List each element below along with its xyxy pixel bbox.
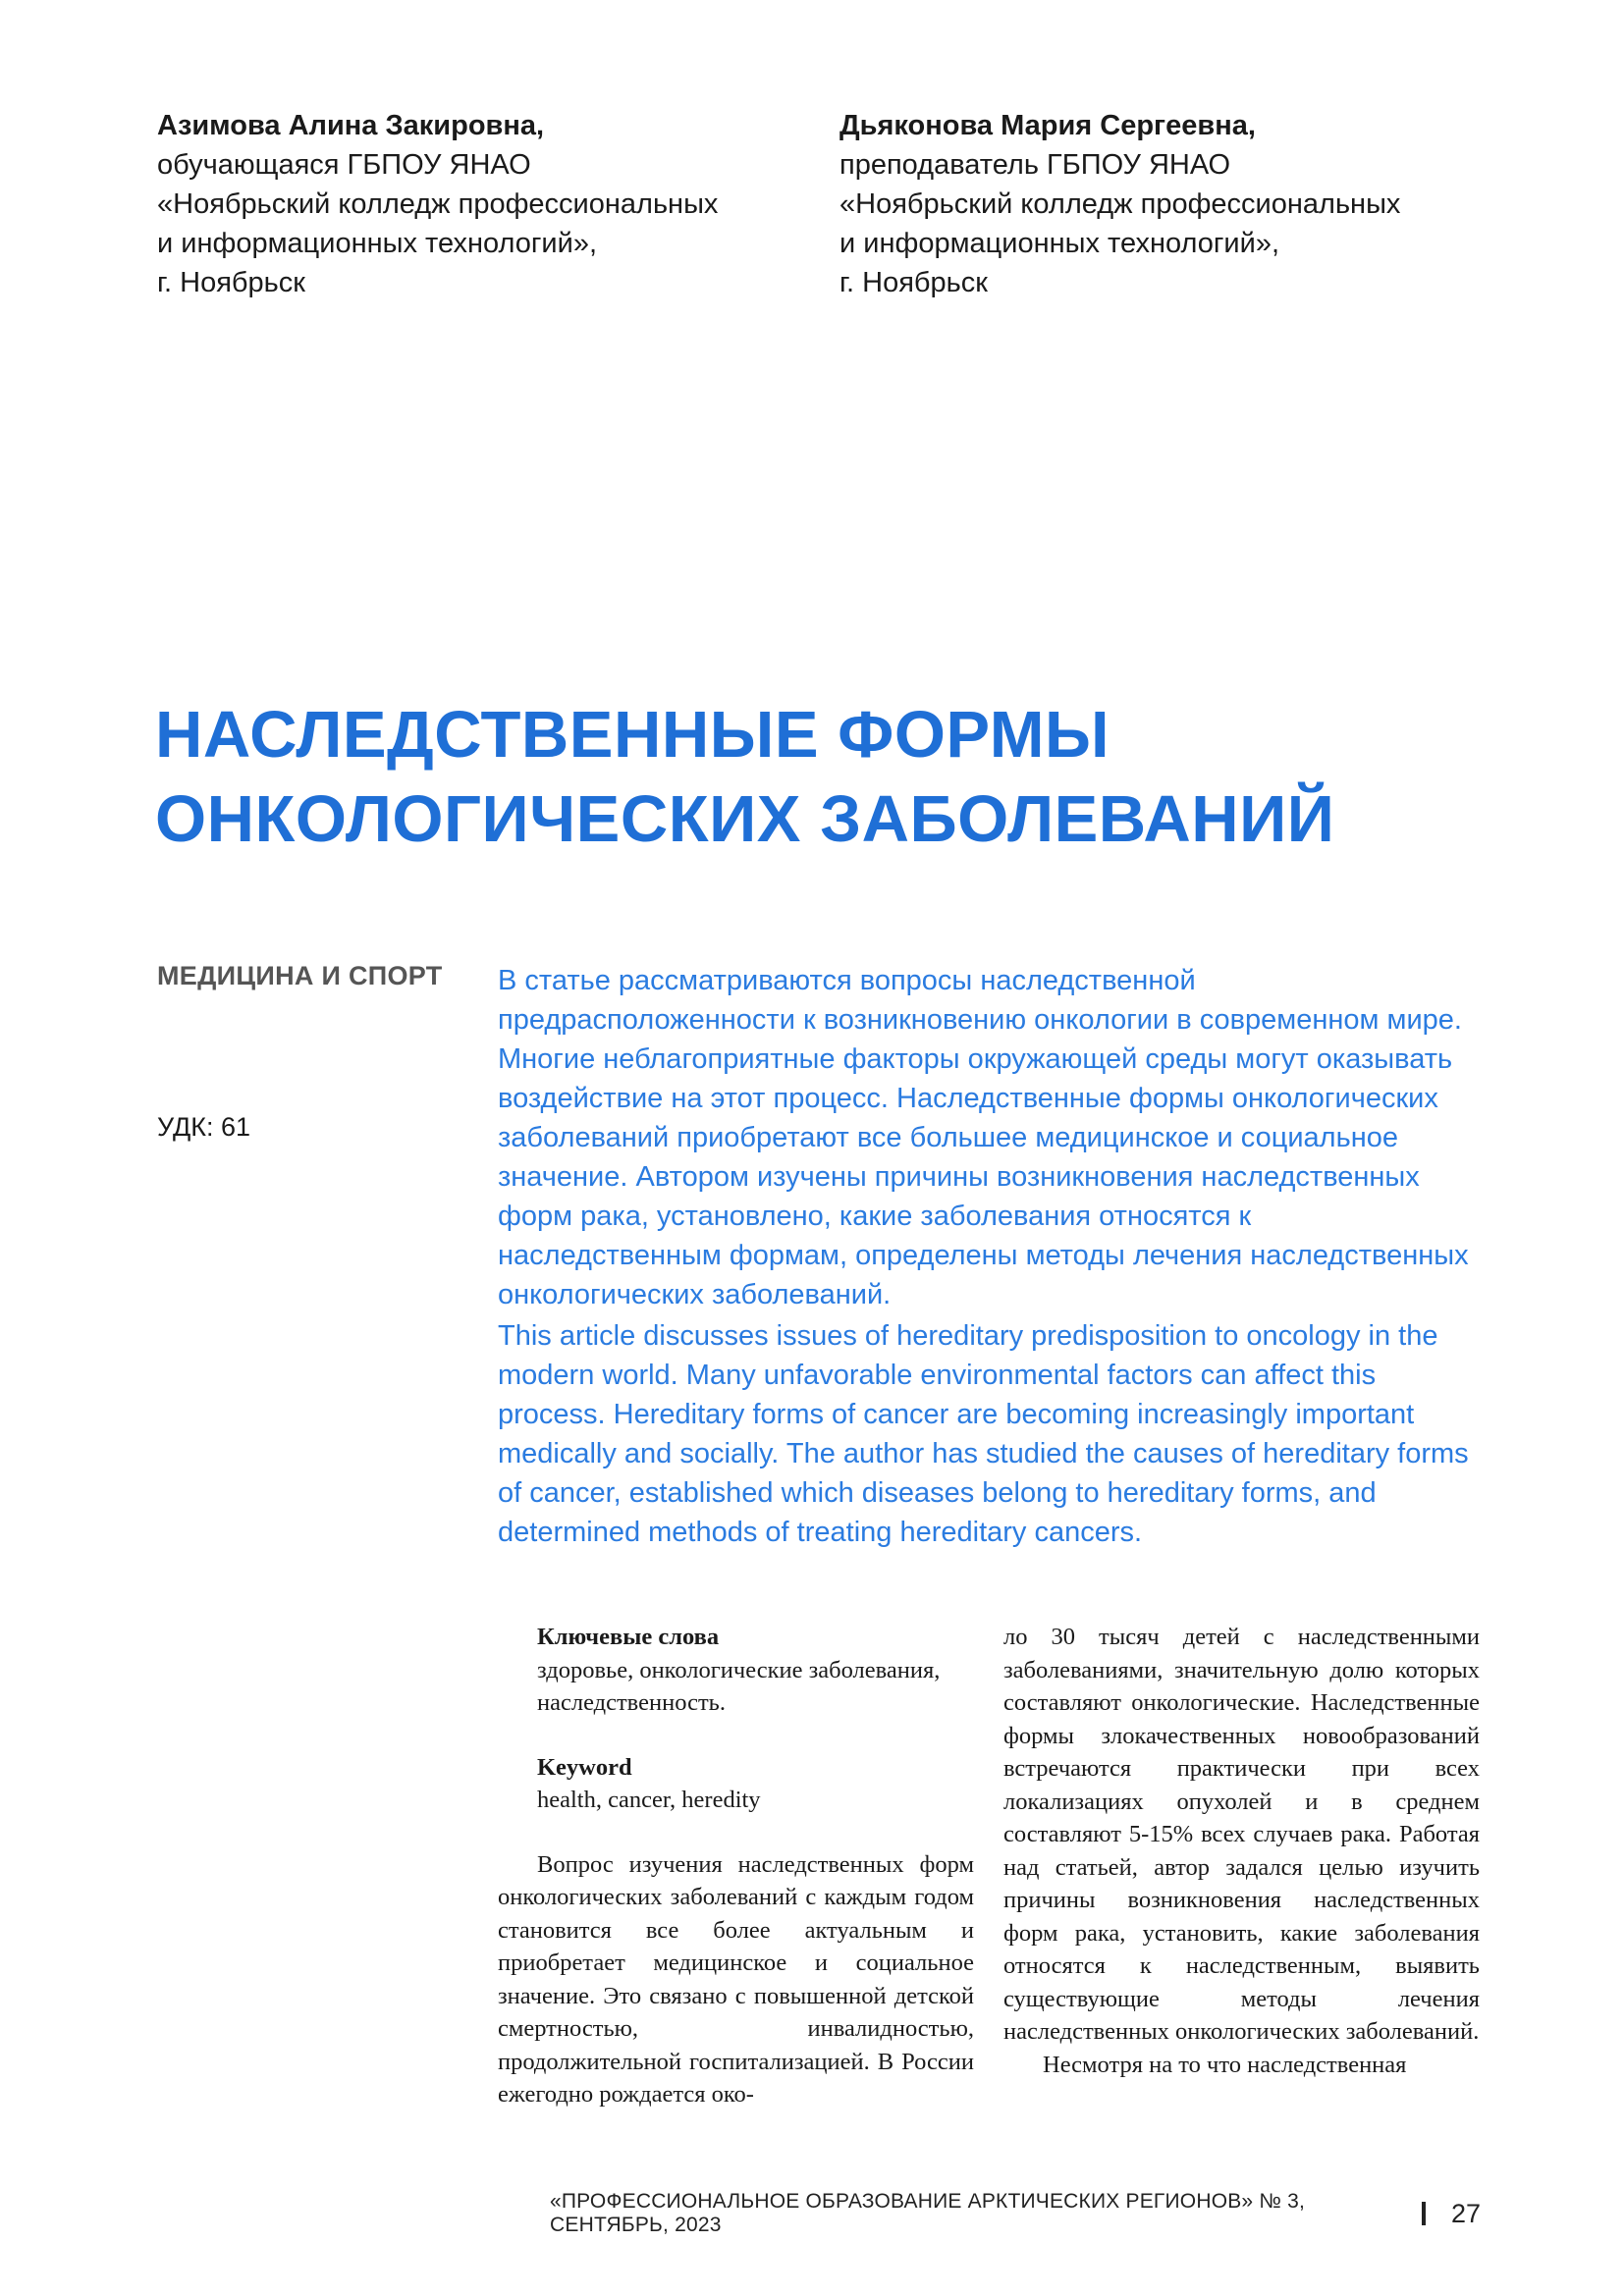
page-footer xyxy=(550,2190,1481,2237)
body-column-left xyxy=(498,1621,974,2111)
author-name: Дьяконова Мария Сергеевна, xyxy=(839,110,1256,141)
section-rubric: МЕДИЦИНА И СПОРТ xyxy=(157,961,443,990)
author-affiliation-line: обучающаяся ГБПОУ ЯНАО xyxy=(157,149,531,181)
body-paragraph: Вопрос изучения наследственных форм онкологических заболеваний с каждым годом становится все более актуальным и приобретает медицинское и социальное значение. Это связано с повышенной детской смертностью, инвалидностью, продолжительной госпитализацией. В России ежегодно рождается око- xyxy=(498,1850,974,2108)
author-affiliation-line: преподаватель ГБПОУ ЯНАО xyxy=(839,149,1231,181)
page-number: 27 xyxy=(1450,2198,1481,2228)
author-name: Азимова Алина Закировна, xyxy=(157,110,545,141)
journal-running-title: «ПРОФЕССИОНАЛЬНОЕ ОБРАЗОВАНИЕ АРКТИЧЕСКИХ РЕГИОНОВ» № 3, СЕНТЯБРЬ, 2023 xyxy=(550,2190,1306,2236)
article-title-line: ОНКОЛОГИЧЕСКИХ ЗАБОЛЕВАНИЙ xyxy=(155,782,1335,856)
abstract-russian: В статье рассматриваются вопросы наследственной предрасположенности к возникновению онкологии в современном мире. Многие неблагоприятные факторы окружающей среды могут оказывать воздействие на этот процесс. Наследственные формы онкологических заболеваний приобретают все большее медицинское и социальное значение. Автором изучены причины возникновения наследственных форм рака, установлено, какие заболевания относятся к наследственным формам, определены методы лечения наследственных онкологических заболеваний. xyxy=(498,965,1469,1310)
udk-code: УДК: 61 xyxy=(157,1112,250,1142)
keywords-text: health, cancer, heredity xyxy=(537,1787,761,1813)
article-title xyxy=(155,693,1530,862)
author-city: г. Ноябрьск xyxy=(157,267,305,298)
footer-separator xyxy=(1422,2202,1426,2225)
author-block-1 xyxy=(157,106,785,302)
author-affiliation-line: и информационных технологий», xyxy=(157,228,598,259)
author-affiliation-line: и информационных технологий», xyxy=(839,228,1280,259)
author-city: г. Ноябрьск xyxy=(839,267,988,298)
keywords-ru xyxy=(498,1621,974,1720)
author-block-2 xyxy=(839,106,1468,302)
keywords-text: здоровье, онкологические заболевания, наследственность. xyxy=(537,1656,941,1716)
abstract-english: This article discusses issues of hereditary predisposition to oncology in the modern world. Many unfavorable environmental factors can affect this process. Hereditary forms of cancer are becoming increasingly important medically and socially. The author has studied the causes of hereditary forms of cancer, established which diseases belong to hereditary forms, and determined methods of treating hereditary cancers. xyxy=(498,1320,1469,1548)
article-title-line: НАСЛЕДСТВЕННЫЕ ФОРМЫ xyxy=(155,698,1110,772)
keywords-heading: Ключевые слова xyxy=(537,1624,720,1650)
author-affiliation-line: «Ноябрьский колледж профессиональных xyxy=(839,188,1401,220)
author-affiliation-line: «Ноябрьский колледж профессиональных xyxy=(157,188,719,220)
body-paragraph: Несмотря на то что наследственная xyxy=(1043,2051,1407,2078)
keywords-en xyxy=(498,1751,974,1817)
keywords-heading: Keyword xyxy=(537,1753,632,1781)
body-paragraph-continued: ло 30 тысяч детей с наследственными заболеваниями, значительную долю которых составляют онкологические. Наследственные формы злокачественных новообразований встречаются практически при всех локализациях опухолей и в среднем составляют 5-15% всех случаев рака. Работая над статьей, автор задался целью изучить причины возникновения наследственных форм рака, установить, какие заболевания относятся к наследственным, выявить существующие методы лечения наследственных онкологических заболеваний. xyxy=(1003,1624,1480,2045)
body-column-right xyxy=(1003,1621,1480,2081)
